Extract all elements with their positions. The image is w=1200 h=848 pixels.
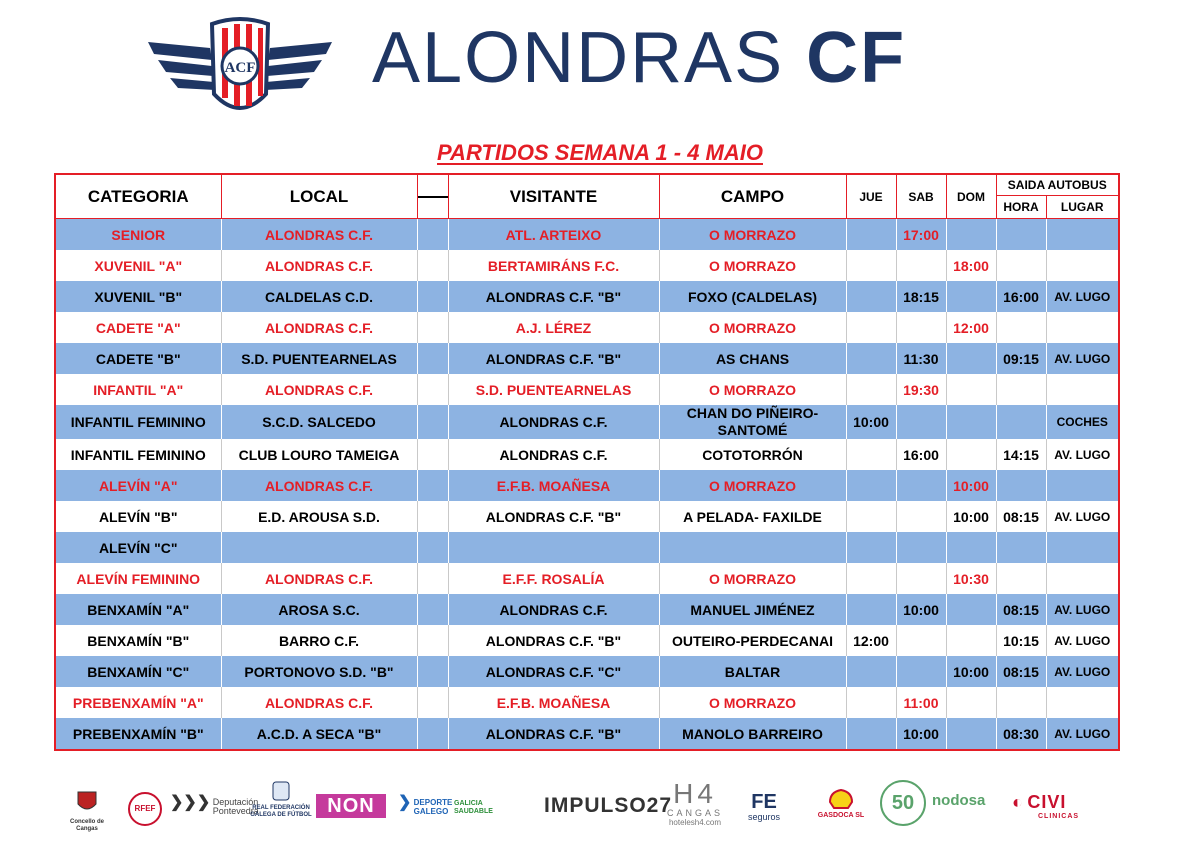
table-row <box>55 594 1119 625</box>
cell-campo: MANOLO BARREIRO <box>659 718 846 750</box>
cell-local: ALONDRAS C.F. <box>221 250 417 281</box>
impulso27-logo: IMPULSO27 <box>544 794 673 817</box>
brand-name: ALONDRAS <box>372 18 785 98</box>
table-row <box>55 532 1119 563</box>
cell-lugar <box>1046 563 1119 594</box>
cell-visitante: ATL. ARTEIXO <box>448 219 659 251</box>
cell-campo: O MORRAZO <box>659 687 846 718</box>
cell-sab: 19:30 <box>896 374 946 405</box>
cell-jue <box>846 687 896 718</box>
rfef-logo: RFEF <box>128 792 162 826</box>
deputacion-icon: ❯❯❯ <box>170 794 211 811</box>
cell-visitante <box>448 532 659 563</box>
separator-cell <box>417 501 448 532</box>
separator-cell <box>417 563 448 594</box>
separator-cell <box>417 281 448 312</box>
cell-hora: 16:00 <box>996 281 1046 312</box>
cell-dom: 10:00 <box>946 470 996 501</box>
cell-local: ALONDRAS C.F. <box>221 687 417 718</box>
cell-campo <box>659 532 846 563</box>
cell-hora: 08:15 <box>996 594 1046 625</box>
separator-cell <box>417 656 448 687</box>
cell-jue <box>846 343 896 374</box>
cell-sab: 11:30 <box>896 343 946 374</box>
cell-lugar: AV. LUGO <box>1046 594 1119 625</box>
cell-visitante: ALONDRAS C.F. "B" <box>448 625 659 656</box>
separator-cell <box>417 470 448 501</box>
cell-categoria: CADETE "A" <box>55 312 221 343</box>
cell-jue <box>846 312 896 343</box>
federation-shield-icon <box>270 780 292 802</box>
cell-lugar: AV. LUGO <box>1046 656 1119 687</box>
page-title-text: PARTIDOS SEMANA 1 - 4 MAIO <box>437 140 763 165</box>
cell-categoria: PREBENXAMÍN "A" <box>55 687 221 718</box>
table-row <box>55 343 1119 374</box>
cell-hora <box>996 470 1046 501</box>
cell-jue <box>846 374 896 405</box>
table-row <box>55 470 1119 501</box>
table-row <box>55 439 1119 470</box>
separator-cell <box>417 312 448 343</box>
separator-dash <box>418 196 449 198</box>
cell-lugar: AV. LUGO <box>1046 625 1119 656</box>
cell-campo: FOXO (CALDELAS) <box>659 281 846 312</box>
cell-local: ALONDRAS C.F. <box>221 312 417 343</box>
brand-wordmark <box>372 18 907 98</box>
cell-lugar <box>1046 470 1119 501</box>
cell-campo: O MORRAZO <box>659 470 846 501</box>
table-row <box>55 219 1119 251</box>
cell-local: ALONDRAS C.F. <box>221 470 417 501</box>
cell-jue <box>846 219 896 251</box>
cell-visitante: E.F.B. MOAÑESA <box>448 470 659 501</box>
schedule-body <box>55 219 1119 751</box>
separator-cell <box>417 718 448 750</box>
table-row <box>55 718 1119 750</box>
header-visitante: VISITANTE <box>448 174 659 219</box>
separator-cell <box>417 532 448 563</box>
cell-sab <box>896 656 946 687</box>
cell-visitante: ALONDRAS C.F. <box>448 405 659 439</box>
table-row <box>55 687 1119 718</box>
cell-jue: 10:00 <box>846 405 896 439</box>
cell-local: S.C.D. SALCEDO <box>221 405 417 439</box>
cell-sab <box>896 532 946 563</box>
gasdoca-logo: GASDOCA SL <box>816 788 866 819</box>
cell-jue <box>846 594 896 625</box>
header-saida-autobus: SAIDA AUTOBUS <box>996 174 1119 196</box>
table-row <box>55 656 1119 687</box>
cell-hora: 08:15 <box>996 501 1046 532</box>
real-federacion-logo: REAL FEDERACIÓN GALEGA DE FÚTBOL <box>246 780 316 819</box>
cell-lugar: AV. LUGO <box>1046 439 1119 470</box>
cell-sab <box>896 312 946 343</box>
club-crest-logo <box>140 14 340 124</box>
cell-lugar: AV. LUGO <box>1046 281 1119 312</box>
cell-categoria: INFANTIL FEMININO <box>55 439 221 470</box>
cell-dom: 10:00 <box>946 656 996 687</box>
cell-hora <box>996 532 1046 563</box>
cell-categoria: XUVENIL "A" <box>55 250 221 281</box>
cell-lugar <box>1046 374 1119 405</box>
civi-clinicas-logo: ◐ CIVI CLINICAS <box>1012 792 1080 820</box>
sponsor-strip <box>0 776 1200 848</box>
cell-hora <box>996 374 1046 405</box>
cell-hora: 08:30 <box>996 718 1046 750</box>
coat-of-arms-icon <box>76 790 98 814</box>
cell-visitante: ALONDRAS C.F. "B" <box>448 281 659 312</box>
cell-sab <box>896 501 946 532</box>
cell-dom: 12:00 <box>946 312 996 343</box>
cell-local <box>221 532 417 563</box>
crest-letters: ACF <box>224 60 256 76</box>
galicia-saudable-logo: GALICIA SAUDABLE <box>454 800 493 815</box>
cell-categoria: CADETE "B" <box>55 343 221 374</box>
cell-dom <box>946 718 996 750</box>
cell-jue: 12:00 <box>846 625 896 656</box>
header-lugar: LUGAR <box>1046 196 1119 219</box>
cell-categoria: ALEVÍN "B" <box>55 501 221 532</box>
cell-visitante: ALONDRAS C.F. <box>448 439 659 470</box>
cell-visitante: ALONDRAS C.F. "C" <box>448 656 659 687</box>
cell-sab <box>896 563 946 594</box>
header-dom: DOM <box>946 174 996 219</box>
cell-categoria: SENIOR <box>55 219 221 251</box>
table-row <box>55 405 1119 439</box>
separator-cell <box>417 343 448 374</box>
separator-cell <box>417 625 448 656</box>
cell-jue <box>846 281 896 312</box>
nodosa-anniversary-badge: 50 <box>880 780 926 826</box>
cell-lugar <box>1046 219 1119 251</box>
civi-icon: ◐ <box>1012 792 1023 812</box>
schedule-table <box>54 173 1120 751</box>
header-sab: SAB <box>896 174 946 219</box>
cell-visitante: ALONDRAS C.F. <box>448 594 659 625</box>
cell-campo: O MORRAZO <box>659 563 846 594</box>
cell-sab: 10:00 <box>896 718 946 750</box>
cell-sab <box>896 250 946 281</box>
cell-hora: 10:15 <box>996 625 1046 656</box>
cell-hora: 08:15 <box>996 656 1046 687</box>
deporte-galego-logo: ❯ DEPORTE GALEGO <box>398 794 453 816</box>
cell-lugar <box>1046 687 1119 718</box>
cell-campo: COTOTORRÓN <box>659 439 846 470</box>
cell-jue <box>846 470 896 501</box>
table-row <box>55 250 1119 281</box>
separator-cell <box>417 219 448 251</box>
non-logo: NON <box>316 794 386 818</box>
header-local: LOCAL <box>221 174 417 219</box>
header-jue: JUE <box>846 174 896 219</box>
cell-dom <box>946 219 996 251</box>
cell-hora <box>996 219 1046 251</box>
cell-jue <box>846 501 896 532</box>
table-row <box>55 563 1119 594</box>
cell-categoria: XUVENIL "B" <box>55 281 221 312</box>
cell-sab: 10:00 <box>896 594 946 625</box>
table-row <box>55 625 1119 656</box>
separator-cell <box>417 250 448 281</box>
cell-jue <box>846 250 896 281</box>
cell-visitante: ALONDRAS C.F. "B" <box>448 501 659 532</box>
cell-sab: 18:15 <box>896 281 946 312</box>
cell-categoria: ALEVÍN "A" <box>55 470 221 501</box>
cell-campo: O MORRAZO <box>659 250 846 281</box>
separator-cell <box>417 687 448 718</box>
cell-lugar: AV. LUGO <box>1046 501 1119 532</box>
separator-cell <box>417 405 448 439</box>
cell-sab: 11:00 <box>896 687 946 718</box>
cell-visitante: E.F.B. MOAÑESA <box>448 687 659 718</box>
cell-local: BARRO C.F. <box>221 625 417 656</box>
cell-dom: 18:00 <box>946 250 996 281</box>
cell-lugar: AV. LUGO <box>1046 718 1119 750</box>
cell-dom: 10:00 <box>946 501 996 532</box>
cell-categoria: BENXAMÍN "C" <box>55 656 221 687</box>
cell-local: CLUB LOURO TAMEIGA <box>221 439 417 470</box>
cell-local: ALONDRAS C.F. <box>221 374 417 405</box>
cell-lugar <box>1046 532 1119 563</box>
cell-local: A.C.D. A SECA "B" <box>221 718 417 750</box>
cell-dom <box>946 532 996 563</box>
cell-jue <box>846 656 896 687</box>
cell-campo: BALTAR <box>659 656 846 687</box>
cell-hora: 14:15 <box>996 439 1046 470</box>
cell-dom <box>946 405 996 439</box>
cell-local: AROSA S.C. <box>221 594 417 625</box>
cell-categoria: BENXAMÍN "B" <box>55 625 221 656</box>
cell-campo: MANUEL JIMÉNEZ <box>659 594 846 625</box>
cell-local: S.D. PUENTEARNELAS <box>221 343 417 374</box>
cell-sab: 16:00 <box>896 439 946 470</box>
cell-local: E.D. AROUSA S.D. <box>221 501 417 532</box>
header-campo: CAMPO <box>659 174 846 219</box>
cell-lugar <box>1046 250 1119 281</box>
cell-categoria: INFANTIL FEMININO <box>55 405 221 439</box>
cell-campo: O MORRAZO <box>659 312 846 343</box>
cell-visitante: ALONDRAS C.F. "B" <box>448 343 659 374</box>
cell-dom <box>946 625 996 656</box>
cell-dom: 10:30 <box>946 563 996 594</box>
brand-suffix: CF <box>806 18 907 98</box>
cell-sab <box>896 405 946 439</box>
cell-campo: OUTEIRO-PERDECANAI <box>659 625 846 656</box>
cell-sab <box>896 470 946 501</box>
h4-hotels-logo: H4 CANGAS hotelesh4.com <box>666 778 723 827</box>
concello-logo: Concello de Cangas <box>62 790 112 833</box>
cell-campo: O MORRAZO <box>659 374 846 405</box>
page-title <box>0 140 1200 166</box>
header-hora: HORA <box>996 196 1046 219</box>
cell-jue <box>846 532 896 563</box>
cell-jue <box>846 718 896 750</box>
table-row <box>55 281 1119 312</box>
cell-campo: O MORRAZO <box>659 219 846 251</box>
cell-local: ALONDRAS C.F. <box>221 219 417 251</box>
cell-jue <box>846 563 896 594</box>
cell-hora: 09:15 <box>996 343 1046 374</box>
cell-categoria: ALEVÍN "C" <box>55 532 221 563</box>
table-row <box>55 312 1119 343</box>
cell-visitante: E.F.F. ROSALÍA <box>448 563 659 594</box>
cell-hora <box>996 563 1046 594</box>
cell-dom <box>946 594 996 625</box>
cell-dom <box>946 439 996 470</box>
cell-categoria: BENXAMÍN "A" <box>55 594 221 625</box>
cell-visitante: ALONDRAS C.F. "B" <box>448 718 659 750</box>
cell-visitante: A.J. LÉREZ <box>448 312 659 343</box>
cell-dom <box>946 687 996 718</box>
cell-dom <box>946 343 996 374</box>
header-categoria: CATEGORIA <box>55 174 221 219</box>
cell-campo: CHAN DO PIÑEIRO- SANTOMÉ <box>659 405 846 439</box>
header-separator <box>417 174 448 219</box>
cell-local: CALDELAS C.D. <box>221 281 417 312</box>
cell-dom <box>946 374 996 405</box>
separator-cell <box>417 594 448 625</box>
shell-icon <box>828 788 854 810</box>
cell-sab: 17:00 <box>896 219 946 251</box>
cell-local: PORTONOVO S.D. "B" <box>221 656 417 687</box>
page-header <box>0 0 1200 130</box>
cell-sab <box>896 625 946 656</box>
cell-hora <box>996 250 1046 281</box>
cell-lugar: AV. LUGO <box>1046 343 1119 374</box>
table-row <box>55 501 1119 532</box>
cell-hora <box>996 405 1046 439</box>
cell-dom <box>946 281 996 312</box>
cell-visitante: BERTAMIRÁNS F.C. <box>448 250 659 281</box>
cell-categoria: INFANTIL "A" <box>55 374 221 405</box>
cell-visitante: S.D. PUENTEARNELAS <box>448 374 659 405</box>
separator-cell <box>417 439 448 470</box>
deporte-galego-icon: ❯ <box>398 794 412 811</box>
fe-seguros-logo: FE seguros <box>748 791 781 822</box>
nodosa-logo: 50 nodosa <box>880 780 992 824</box>
cell-local: ALONDRAS C.F. <box>221 563 417 594</box>
cell-lugar <box>1046 312 1119 343</box>
cell-hora <box>996 312 1046 343</box>
table-row <box>55 374 1119 405</box>
separator-cell <box>417 374 448 405</box>
cell-campo: A PELADA- FAXILDE <box>659 501 846 532</box>
cell-jue <box>846 439 896 470</box>
deputacion-logo: ❯❯❯ Deputación Pontevedra <box>170 794 259 816</box>
cell-categoria: PREBENXAMÍN "B" <box>55 718 221 750</box>
cell-campo: AS CHANS <box>659 343 846 374</box>
cell-lugar: COCHES <box>1046 405 1119 439</box>
cell-hora <box>996 687 1046 718</box>
cell-categoria: ALEVÍN FEMININO <box>55 563 221 594</box>
